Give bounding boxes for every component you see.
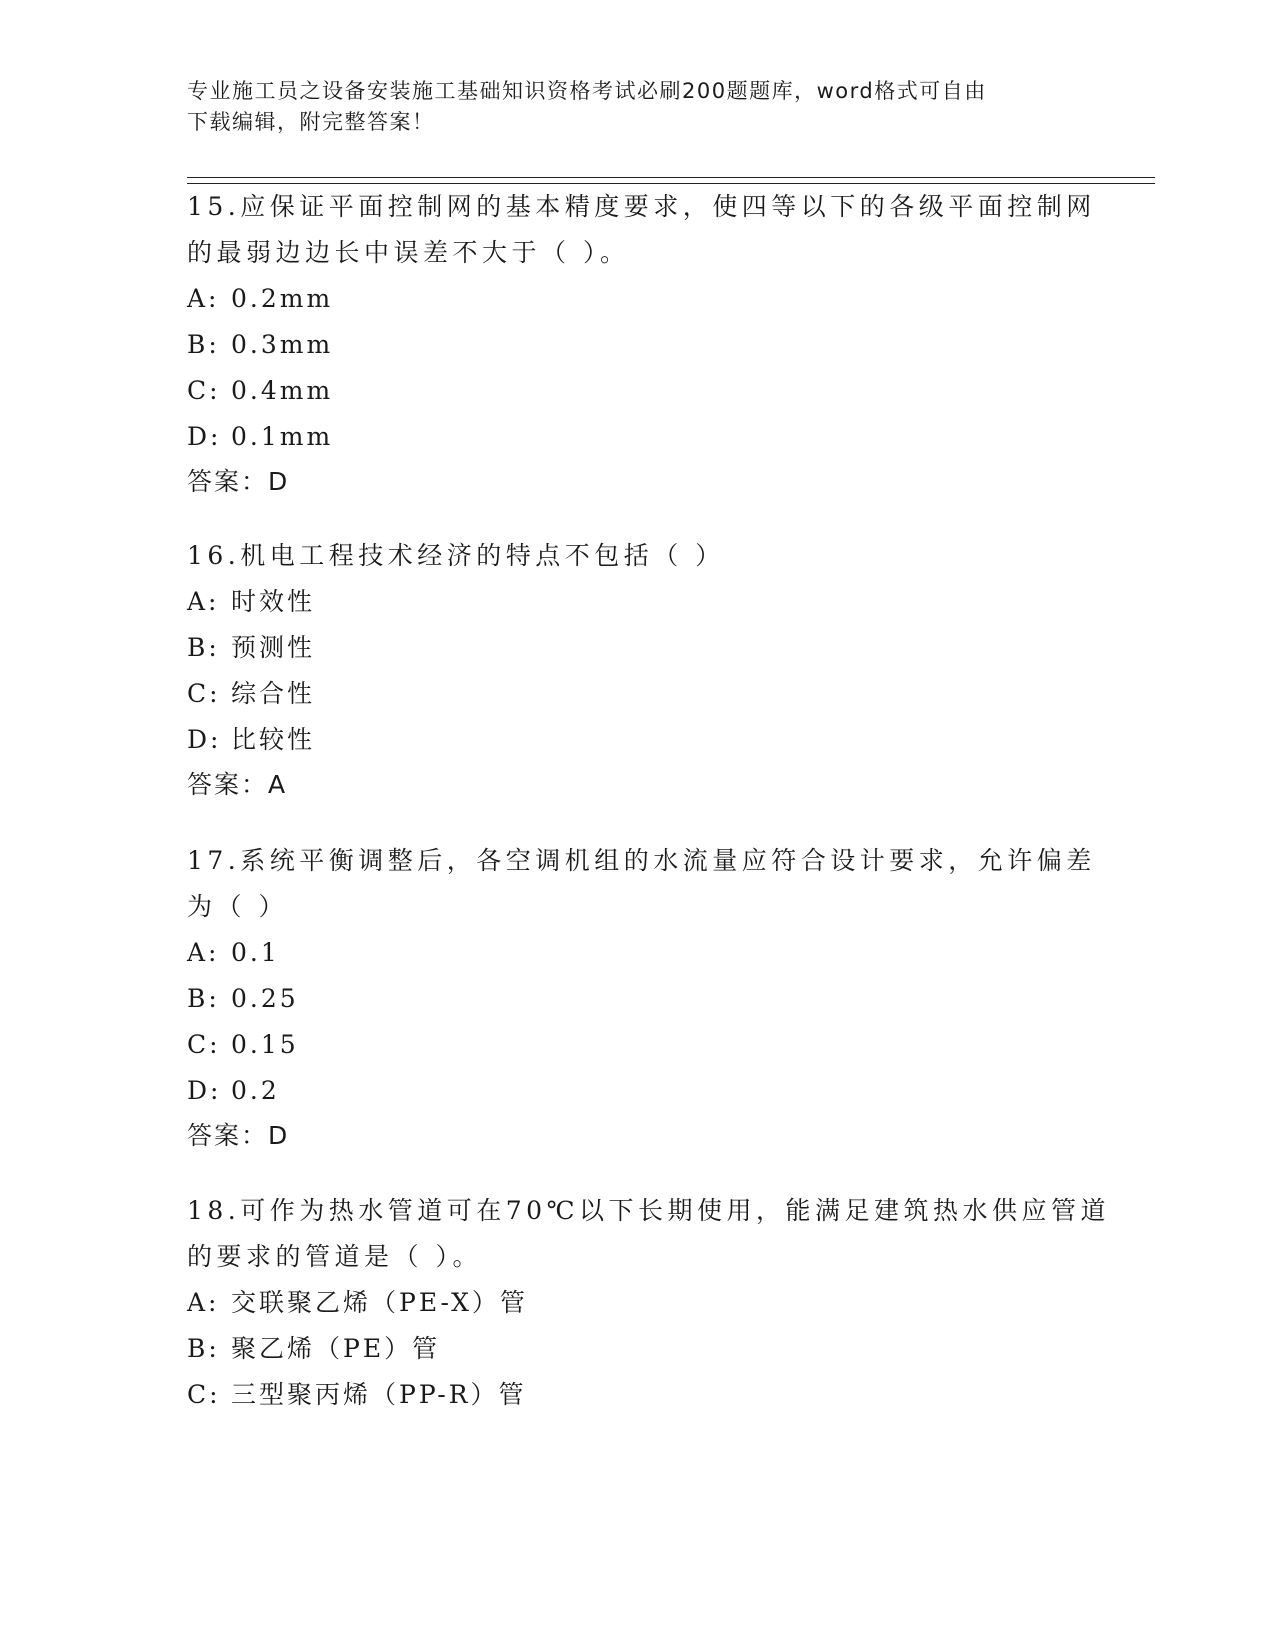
option-key: C: [187, 1380, 221, 1409]
option-key: B: [187, 1334, 220, 1363]
question-stem [187, 184, 1096, 276]
option-b [187, 976, 1087, 1022]
option-d [187, 414, 1087, 460]
option-text: 聚乙烯（PE）管 [231, 1334, 441, 1363]
option-key: A: [187, 1288, 220, 1317]
question-stem [187, 533, 1087, 579]
question-stem-line: 的要求的管道是（ ）。 [187, 1242, 482, 1271]
option-key: A: [187, 284, 220, 313]
option-b [187, 625, 1087, 671]
option-key: D: [187, 725, 222, 754]
option-text: 0.25 [231, 984, 299, 1013]
option-c [187, 671, 1087, 717]
answer-line: 答案：D [187, 467, 290, 496]
header-divider [187, 177, 1155, 184]
option-a [187, 1280, 1087, 1326]
option-key: B: [187, 984, 220, 1013]
option-text: 0.1 [231, 938, 280, 967]
option-d [187, 717, 1087, 763]
answer-line: 答案：A [187, 770, 288, 799]
question-18 [187, 1188, 1111, 1418]
question-stem [187, 838, 1096, 930]
option-text: 0.2 [231, 1076, 280, 1105]
answer-line: 答案：D [187, 1121, 290, 1150]
option-b [187, 322, 1087, 368]
option-text: 三型聚丙烯（PP-R）管 [231, 1380, 527, 1409]
option-key: D: [187, 1076, 222, 1105]
option-key: B: [187, 633, 220, 662]
option-text: 综合性 [231, 679, 316, 708]
question-stem-line: 18.可作为热水管道可在70℃以下长期使用，能满足建筑热水供应管道 [187, 1196, 1111, 1225]
option-d [187, 1068, 1087, 1114]
header-line-1: 专业施工员之设备安装施工基础知识资格考试必刷200题题库，word格式可自由 [187, 79, 987, 103]
question-15 [187, 184, 1096, 504]
option-text: 交联聚乙烯（PE-X）管 [231, 1288, 528, 1317]
option-text: 0.1mm [231, 422, 334, 451]
option-text: 预测性 [231, 633, 316, 662]
document-header [187, 76, 1067, 138]
option-text: 0.4mm [231, 376, 334, 405]
option-key: D: [187, 422, 222, 451]
question-stem-line: 16.机电工程技术经济的特点不包括（ ） [187, 541, 725, 570]
question-stem-line: 的最弱边边长中误差不大于（ ）。 [187, 238, 630, 267]
option-b [187, 1326, 1087, 1372]
option-c [187, 368, 1087, 414]
option-text: 时效性 [231, 587, 316, 616]
question-stem [187, 1188, 1111, 1280]
option-c [187, 1372, 1087, 1418]
option-key: A: [187, 587, 220, 616]
option-text: 比较性 [231, 725, 316, 754]
option-key: C: [187, 376, 221, 405]
option-a [187, 930, 1087, 976]
question-stem-line: 为（ ） [187, 892, 288, 921]
option-key: A: [187, 938, 220, 967]
question-17 [187, 838, 1096, 1158]
option-text: 0.2mm [231, 284, 334, 313]
option-key: B: [187, 330, 220, 359]
document-page [187, 0, 1157, 1650]
option-key: C: [187, 679, 221, 708]
question-16 [187, 533, 1087, 807]
option-a [187, 579, 1087, 625]
option-a [187, 276, 1087, 322]
header-line-2: 下载编辑，附完整答案！ [187, 110, 435, 134]
question-stem-line: 17.系统平衡调整后，各空调机组的水流量应符合设计要求，允许偏差 [187, 846, 1096, 875]
option-text: 0.3mm [231, 330, 334, 359]
option-text: 0.15 [231, 1030, 299, 1059]
option-c [187, 1022, 1087, 1068]
question-stem-line: 15.应保证平面控制网的基本精度要求，使四等以下的各级平面控制网 [187, 192, 1096, 221]
option-key: C: [187, 1030, 221, 1059]
